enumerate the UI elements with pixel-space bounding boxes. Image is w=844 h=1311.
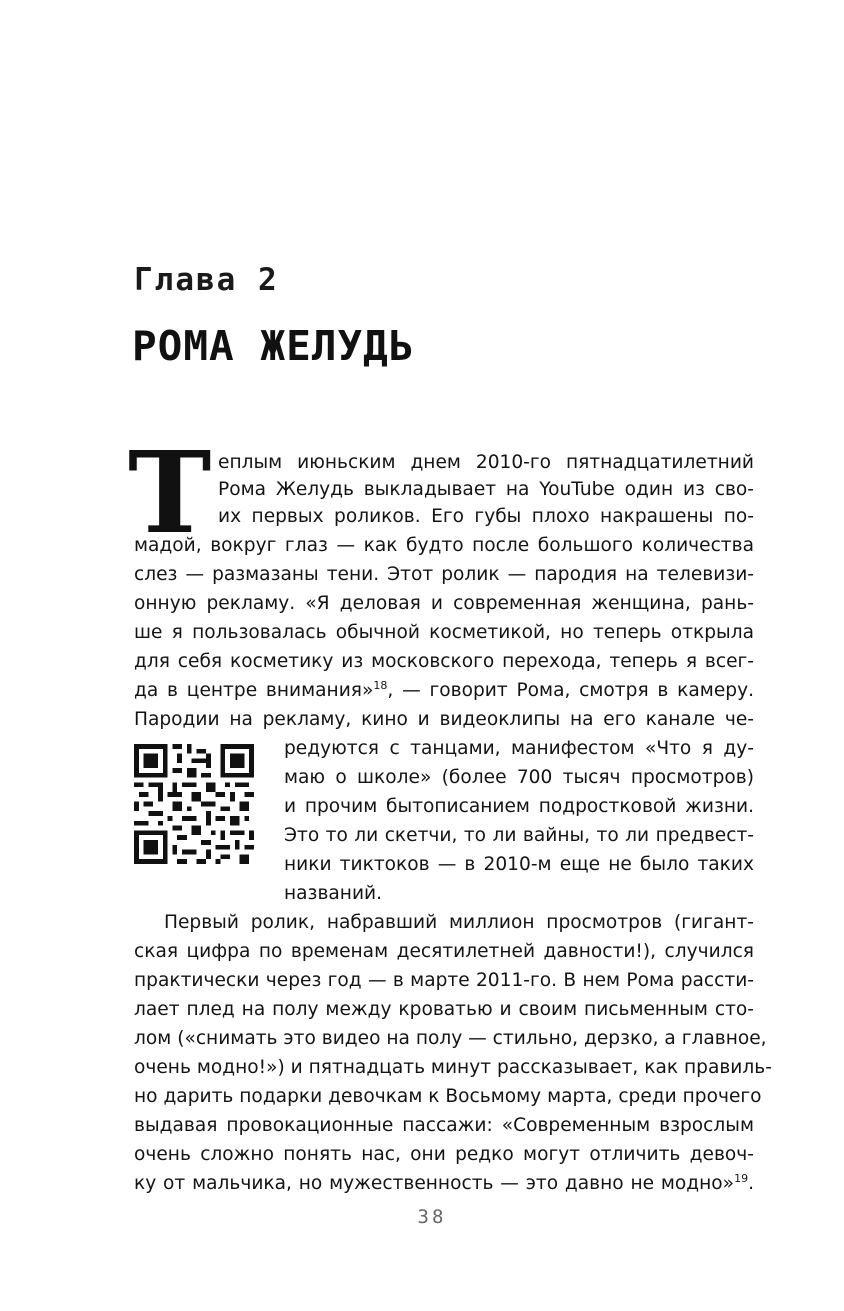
text-segment: , — говорит Рома, смотря в камеру. — [387, 680, 754, 701]
qr-code-icon — [134, 744, 254, 864]
drop-cap: Т — [128, 428, 212, 559]
text-line: мадой, вокруг глаз — как будто после большого количества — [134, 535, 754, 556]
text-line: очень модно!») и пятнадцать минут рассказывает, как правиль- — [134, 1057, 772, 1078]
page-number: 38 — [417, 1206, 447, 1228]
text-line: их первых роликов. Его губы плохо накрашены по- — [218, 506, 754, 527]
text-line: для себя косметику из московского перехода, теперь я всег- — [134, 651, 754, 672]
footnote-ref: 19 — [734, 1171, 749, 1185]
text-line: ше я пользовалась обычной косметикой, но теперь открыла — [134, 622, 754, 643]
text-line: онную рекламу. «Я деловая и современная женщина, рань- — [134, 593, 754, 614]
text-line: ники тиктоков — в 2010-м еще не было таких — [284, 854, 754, 875]
text-line: редуются с танцами, манифестом «Что я ду- — [284, 738, 754, 759]
text-line — [134, 677, 754, 704]
text-line: Это то ли скетчи, то ли вайны, то ли предвест- — [284, 825, 754, 846]
chapter-title: РОМА ЖЕЛУДЬ — [132, 322, 415, 370]
text-line: выдавая провокационные пассажи: «Современным взрослым — [134, 1115, 754, 1136]
text-line: слез — размазаны тени. Этот ролик — пародия на телевизи- — [134, 564, 754, 585]
text-line: Пародии на рекламу, кино и видеоклипы на его канале че- — [134, 709, 754, 730]
text-line: Первый ролик, набравший миллион просмотров (гигант- — [164, 912, 754, 933]
text-line: практически через год — в марте 2011-го. В нем Рома рассти- — [134, 970, 754, 991]
text-line: лает плед на полу между кроватью и своим письменным сто- — [134, 999, 754, 1020]
text-segment: ку от мальчика, но мужественность — это давно не модно» — [134, 1173, 735, 1194]
text-line: очень сложно понять нас, они редко могут отличить девоч- — [134, 1144, 754, 1165]
text-line: еплым июньским днем 2010-го пятнадцатилетний — [218, 452, 754, 473]
text-segment: . — [748, 1173, 754, 1194]
text-line — [134, 1170, 754, 1197]
text-line: названий. — [284, 883, 383, 904]
text-line: маю о школе» (более 700 тысяч просмотров) — [284, 767, 754, 788]
text-segment: да в центре внимания» — [134, 680, 374, 701]
text-line: ская цифра по временам десятилетней давности!), случился — [134, 941, 754, 962]
text-line: Рома Желудь выкладывает на YouTube один из сво- — [218, 479, 754, 500]
text-line: лом («снимать это видео на полу — стильно, дерзко, а главное, — [134, 1028, 767, 1049]
text-line: и прочим бытописанием подростковой жизни. — [284, 796, 754, 817]
text-line: но дарить подарки девочкам к Восьмому марта, среди прочего — [134, 1086, 762, 1107]
footnote-ref: 18 — [373, 678, 388, 692]
chapter-label: Глава 2 — [134, 262, 279, 298]
